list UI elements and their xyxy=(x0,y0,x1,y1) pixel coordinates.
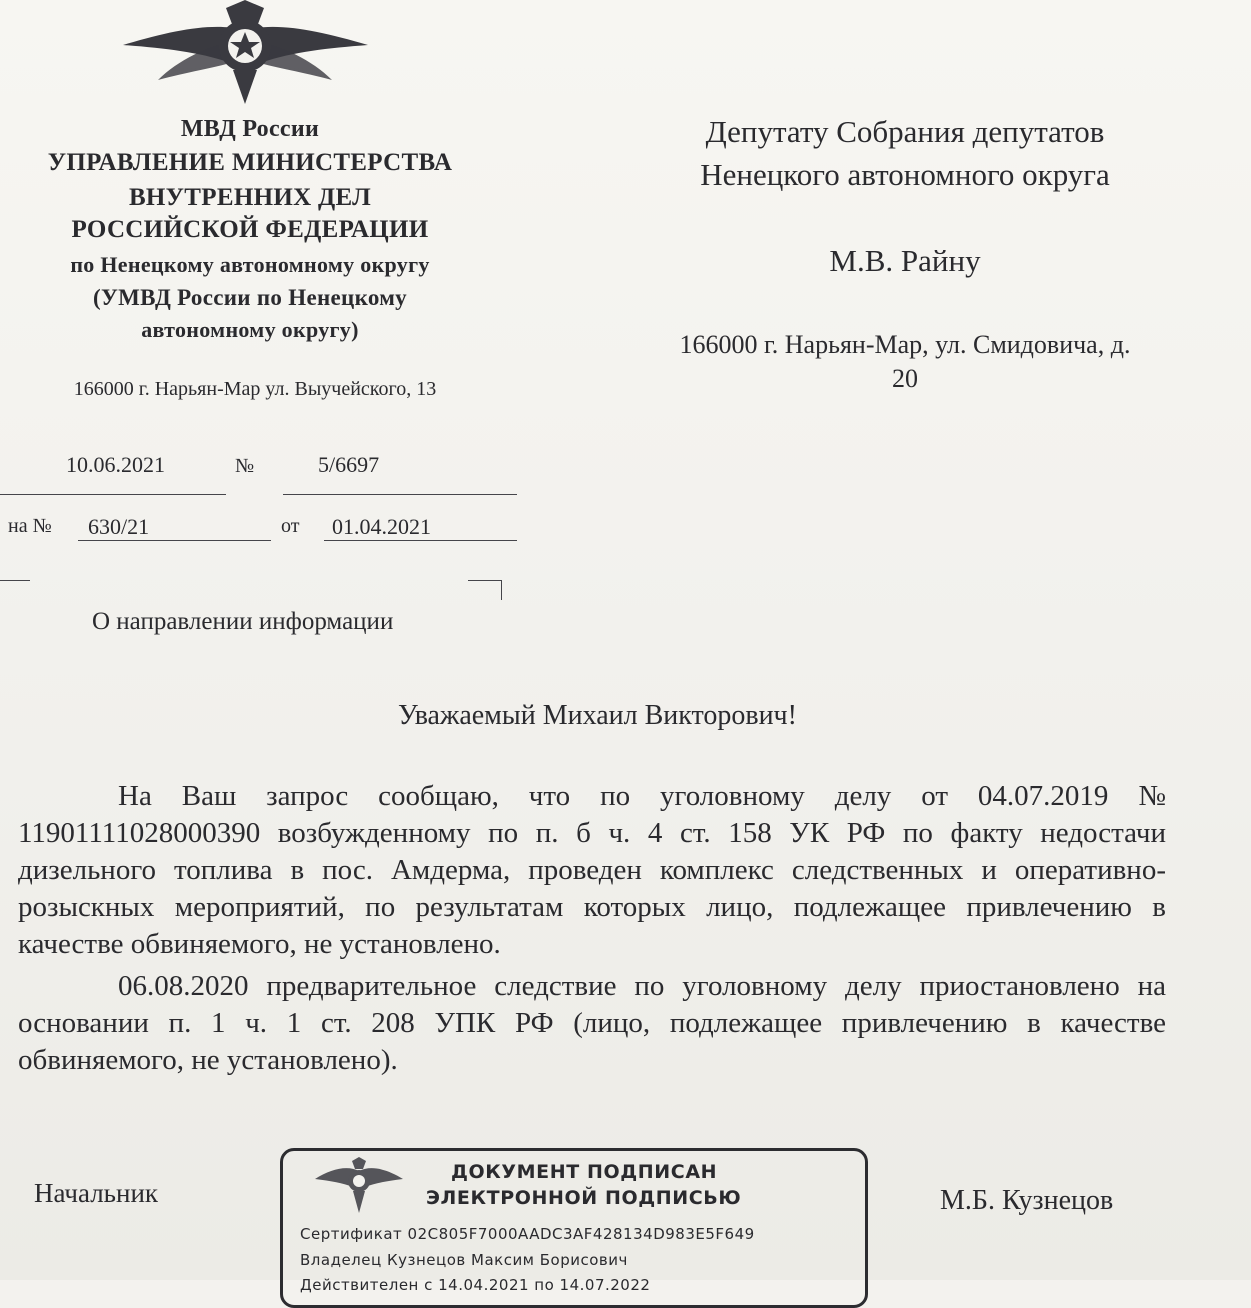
reply-to-number: 630/21 xyxy=(88,514,150,539)
body-paragraph-2: 06.08.2020 предварительное следствие по уголовному делу приостановлено на основании п. 1 ч. 1 ст. 208 УПК РФ (лицо, подлежащее привлечению в качестве обвиняемого, не установлено). xyxy=(18,970,1166,1076)
stamp-title-line-1: ДОКУМЕНТ ПОДПИСАН xyxy=(451,1161,718,1183)
stamp-certificate: Сертификат 02C805F7000AADC3AF428134D983E5F649 xyxy=(300,1225,755,1243)
eagle-emblem-icon xyxy=(118,0,373,112)
department-line-1: УПРАВЛЕНИЕ МИНИСТЕРСТВА xyxy=(47,149,453,176)
department-line-6: автономному округу) xyxy=(141,317,359,342)
number-underline xyxy=(283,494,517,495)
number-sign: № xyxy=(235,455,255,477)
date-underline xyxy=(0,494,226,495)
agency-name: МВД России xyxy=(180,116,320,142)
recipient-line-1: Депутату Собрания депутатов xyxy=(705,114,1105,149)
reply-date-underline xyxy=(324,540,517,541)
department-line-2: ВНУТРЕННИХ ДЕЛ xyxy=(128,184,372,211)
e-signature-stamp xyxy=(280,1148,868,1308)
department-line-3: РОССИЙСКОЙ ФЕДЕРАЦИИ xyxy=(71,216,429,243)
reply-to-date: 01.04.2021 xyxy=(332,514,431,539)
reply-to-label: на № xyxy=(8,515,52,537)
subject-line: О направлении информации xyxy=(92,608,394,635)
eagle-emblem-icon xyxy=(313,1157,405,1215)
stamp-owner: Владелец Кузнецов Максим Борисович xyxy=(300,1251,628,1269)
recipient-address-line-1: 166000 г. Нарьян-Мар, ул. Смидовича, д. xyxy=(679,330,1131,359)
subject-corner-right-v xyxy=(501,580,502,600)
subject-corner-right-h xyxy=(468,580,502,581)
signatory-title: Начальник xyxy=(34,1178,159,1208)
greeting: Уважаемый Михаил Викторович! xyxy=(398,700,797,731)
recipient-line-2: Ненецкого автономного округа xyxy=(700,157,1110,192)
from-label: от xyxy=(281,515,300,537)
outgoing-date: 10.06.2021 xyxy=(66,452,165,477)
subject-corner-left xyxy=(0,580,30,581)
department-line-5: (УМВД России по Ненецкому xyxy=(93,285,407,310)
recipient-address-line-2: 20 xyxy=(892,364,918,393)
signatory-name: М.Б. Кузнецов xyxy=(940,1185,1114,1216)
body-paragraph-1: На Ваш запрос сообщаю, что по уголовному делу от 04.07.2019 № 11901111028000390 возбужденному по п. б ч. 4 ст. 158 УК РФ по факту недостачи дизельного топлива в пос. Амдерма, проведен комплекс следственных и оперативно-розыскных мероприятий, по результатам которых лицо, подлежащее привлечению в качестве обвиняемого, не установлено. xyxy=(18,780,1166,960)
sender-address: 166000 г. Нарьян-Мар ул. Выучейского, 13 xyxy=(73,378,437,400)
department-line-4: по Ненецкому автономному округу xyxy=(70,252,430,277)
reply-number-underline xyxy=(78,540,271,541)
stamp-validity: Действителен с 14.04.2021 по 14.07.2022 xyxy=(300,1276,651,1294)
outgoing-number: 5/6697 xyxy=(318,452,380,477)
stamp-title-line-2: ЭЛЕКТРОННОЙ ПОДПИСЬЮ xyxy=(426,1187,742,1209)
recipient-name: М.В. Райну xyxy=(829,243,981,278)
